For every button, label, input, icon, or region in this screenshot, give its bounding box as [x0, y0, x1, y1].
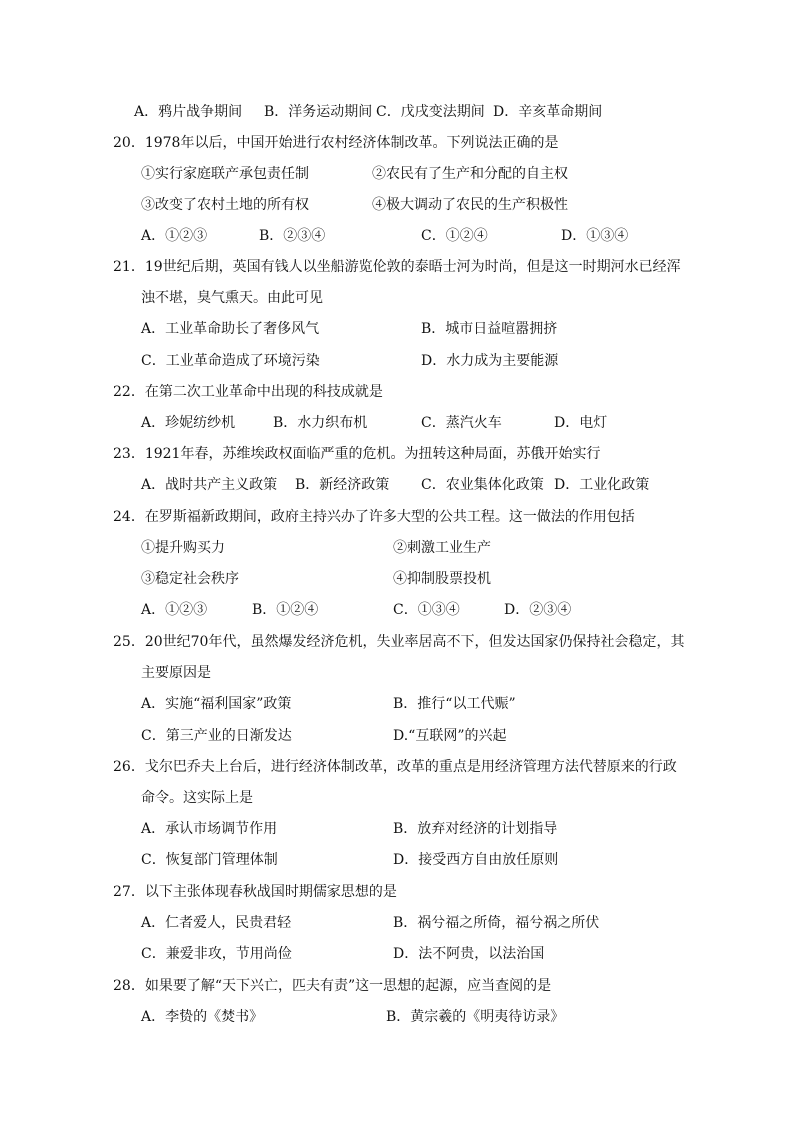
- q27-option-b: B．祸兮福之所倚，福兮祸之所伏: [393, 915, 600, 931]
- q27-stem: 27．以下主张体现春秋战国时期儒家思想的是: [113, 884, 397, 900]
- q21-option-d: D．水力成为主要能源: [421, 353, 559, 369]
- q20-option-c: C．①②④: [421, 228, 488, 244]
- q24-item-1: ①提升购买力: [141, 540, 225, 556]
- q19-option-d: D．辛亥革命期间: [493, 104, 603, 120]
- q23-option-a: A．战时共产主义政策: [141, 477, 278, 493]
- q19-option-a: A．鸦片战争期间: [134, 104, 243, 120]
- q24-option-b: B．①②④: [252, 602, 319, 618]
- q23-option-d: D．工业化政策: [554, 477, 650, 493]
- q21-option-b: B．城市日益喧嚣拥挤: [421, 321, 558, 337]
- q22-option-b: B．水力织布机: [273, 415, 368, 431]
- q26-option-c: C．恢复部门管理体制: [141, 852, 278, 868]
- q23-option-b: B．新经济政策: [295, 477, 390, 493]
- q25-stem-line2: 主要原因是: [141, 665, 211, 681]
- q24-option-a: A．①②③: [141, 602, 208, 618]
- q21-option-a: A．工业革命助长了奢侈风气: [141, 321, 320, 337]
- q24-option-c: C．①③④: [393, 602, 460, 618]
- q24-item-3: ③稳定社会秩序: [141, 571, 239, 587]
- q20-option-d: D．①③④: [561, 228, 629, 244]
- q19-option-c: C．戊戌变法期间: [376, 104, 485, 120]
- q21-stem-line1: 21．19世纪后期，英国有钱人以坐船游览伦敦的泰晤士河为时尚，但是这一时期河水已经浑: [113, 259, 681, 275]
- q26-option-d: D．接受西方自由放任原则: [393, 852, 559, 868]
- q28-option-a: A．李贽的《焚书》: [141, 1009, 264, 1025]
- q25-option-d: D.“互联网”的兴起: [393, 728, 507, 744]
- q20-option-a: A．①②③: [141, 228, 208, 244]
- q25-option-a: A．实施“福利国家”政策: [141, 696, 292, 712]
- q24-stem: 24．在罗斯福新政期间，政府主持兴办了许多大型的公共工程。这一做法的作用包括: [113, 509, 635, 525]
- q20-stem: 20．1978年以后，中国开始进行农村经济体制改革。下列说法正确的是: [113, 135, 559, 151]
- q25-option-c: C．第三产业的日渐发达: [141, 728, 292, 744]
- q21-option-c: C．工业革命造成了环境污染: [141, 353, 320, 369]
- q24-item-2: ②刺激工业生产: [393, 540, 491, 556]
- q20-item-1: ①实行家庭联产承包责任制: [141, 166, 309, 182]
- q28-stem: 28．如果要了解“天下兴亡，匹夫有责”这一思想的起源，应当查阅的是: [113, 978, 552, 994]
- q20-item-3: ③改变了农村土地的所有权: [141, 197, 309, 213]
- q26-option-a: A．承认市场调节作用: [141, 821, 278, 837]
- q22-option-d: D．电灯: [554, 415, 608, 431]
- q25-stem-line1: 25．20世纪70年代，虽然爆发经济危机，失业率居高不下，但发达国家仍保持社会稳定，其: [113, 634, 685, 650]
- q20-option-b: B．②③④: [259, 228, 326, 244]
- q28-option-b: B．黄宗羲的《明夷待访录》: [386, 1009, 565, 1025]
- q24-option-d: D．②③④: [504, 602, 572, 618]
- q22-option-a: A．珍妮纺纱机: [141, 415, 236, 431]
- q20-item-4: ④极大调动了农民的生产积极性: [372, 197, 568, 213]
- q23-stem: 23．1921年春，苏维埃政权面临严重的危机。为扭转这种局面，苏俄开始实行: [113, 446, 601, 462]
- q22-option-c: C．蒸汽火车: [421, 415, 502, 431]
- q27-option-d: D．法不阿贵，以法治国: [393, 946, 545, 962]
- q24-item-4: ④抑制股票投机: [393, 571, 491, 587]
- q20-item-2: ②农民有了生产和分配的自主权: [372, 166, 568, 182]
- q25-option-b: B．推行“以工代赈”: [393, 696, 516, 712]
- q21-stem-line2: 浊不堪，臭气熏天。由此可见: [141, 290, 323, 306]
- q19-option-b: B．洋务运动期间: [264, 104, 373, 120]
- q22-stem: 22．在第二次工业革命中出现的科技成就是: [113, 384, 383, 400]
- q23-option-c: C．农业集体化政策: [421, 477, 544, 493]
- q26-stem-line1: 26．戈尔巴乔夫上台后，进行经济体制改革，改革的重点是用经济管理方法代替原来的行政: [113, 759, 677, 775]
- q26-stem-line2: 命令。这实际上是: [141, 790, 253, 806]
- q27-option-c: C．兼爱非攻，节用尚俭: [141, 946, 292, 962]
- q26-option-b: B．放弃对经济的计划指导: [393, 821, 558, 837]
- q27-option-a: A．仁者爱人，民贵君轻: [141, 915, 292, 931]
